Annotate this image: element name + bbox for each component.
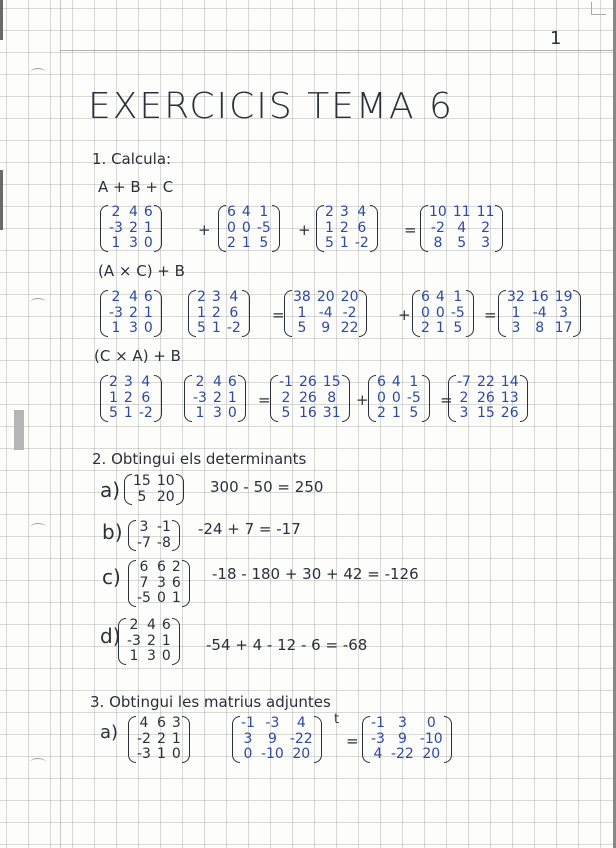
matrix-entry: 4 (212, 374, 222, 390)
matrix-entry: 26 (476, 389, 495, 406)
operator: + (356, 391, 369, 409)
operator: = (258, 391, 271, 409)
matrix-entry: 10 (429, 204, 447, 220)
matrix-entry: 1 (111, 320, 121, 337)
matrix-entry: 4 (229, 289, 239, 305)
matrix-entry: -7 (137, 534, 151, 551)
matrix-entry: 20 (292, 746, 311, 763)
matrix-entry: 1 (129, 648, 139, 665)
matrix-entry: 2 (128, 304, 138, 321)
margin-line (60, 0, 61, 848)
matrix-entry: 1 (227, 389, 237, 406)
matrix-entry: 3 (128, 320, 138, 337)
exercise2-a-label: a) (100, 478, 121, 502)
matrix-entry: 0 (435, 304, 445, 321)
exercise1-part3-label: (C × A) + B (94, 347, 181, 365)
matrix-entry: 3 (128, 235, 138, 252)
matrix-entry: 2 (339, 219, 349, 236)
exercise2-c-label: c) (102, 565, 121, 589)
matrix-entry: -3 (137, 746, 151, 763)
matrix-entry: 5 (137, 488, 147, 505)
matrix-entry: -2 (138, 405, 153, 422)
exercise2-d-result: -54 + 4 - 12 - 6 = -68 (206, 636, 368, 654)
operator: + (298, 221, 311, 239)
exercise2-d-label: d) (100, 624, 121, 648)
matrix-entry: -1 (371, 715, 385, 731)
matrix-entry: 2 (109, 374, 118, 390)
matrix-entry: 6 (139, 559, 149, 575)
matrix-entry: 6 (227, 374, 237, 390)
exercise1-part1-label: A + B + C (98, 178, 174, 196)
matrix-entry: 17 (554, 320, 573, 337)
matrix-entry: -3 (127, 632, 141, 649)
matrix-entry: 1 (161, 632, 171, 649)
matrix-1-3-5 (448, 375, 528, 422)
matrix-entry: 14 (500, 374, 519, 390)
matrix-1-1-3 (316, 205, 378, 252)
matrix-entry: 1 (453, 289, 463, 305)
matrix-entry: 4 (141, 374, 151, 390)
matrix-1-2-3 (284, 290, 367, 337)
matrix-entry: -2 (137, 730, 151, 747)
page-corner (591, 2, 606, 15)
matrix-entry: -3 (109, 219, 123, 236)
matrix-entry: 11 (452, 204, 471, 220)
matrix-entry: 15 (476, 405, 495, 422)
matrix-entry: 8 (535, 320, 545, 337)
matrix-entry: 1 (143, 304, 153, 321)
matrix-1-3-2 (184, 375, 246, 422)
matrix-entry: 13 (500, 389, 519, 406)
matrix-entry: 0 (161, 648, 171, 665)
matrix-entry: -8 (156, 534, 171, 551)
matrix-entry: -22 (390, 746, 414, 763)
matrix-entry: 3 (123, 374, 133, 390)
matrix-entry: 15 (133, 473, 151, 489)
matrix-entry: 5 (259, 235, 269, 252)
matrix-entry: 3 (339, 204, 349, 220)
matrix-entry: 0 (227, 405, 237, 422)
matrix-entry: 4 (128, 204, 138, 220)
matrix-entry: 10 (156, 473, 175, 489)
matrix-entry: 0 (143, 235, 153, 252)
matrix-entry: -4 (318, 304, 333, 321)
matrix-entry: 26 (298, 374, 317, 390)
matrix-entry: 5 (297, 320, 307, 337)
matrix-entry: 31 (322, 405, 341, 422)
matrix-entry: -2 (342, 304, 357, 321)
matrix-entry: 0 (391, 389, 401, 406)
matrix-entry: 3 (156, 574, 166, 591)
matrix-1-1-4 (420, 205, 503, 252)
matrix-entry: 6 (171, 574, 181, 591)
matrix-entry: 2 (281, 389, 291, 406)
matrix-1-3-3 (270, 375, 350, 422)
matrix-entry: 5 (457, 235, 467, 252)
matrix-entry: 2 (146, 632, 156, 649)
matrix-entry: 6 (143, 289, 153, 305)
matrix-entry: 3 (243, 730, 253, 747)
matrix-entry: 20 (316, 289, 335, 305)
exercise2-b-label: b) (102, 520, 123, 544)
matrix-entry: -22 (289, 730, 313, 747)
matrix-entry: 4 (391, 374, 401, 390)
matrix-entry: 6 (143, 204, 153, 220)
matrix-entry: 2 (111, 289, 121, 305)
matrix-entry: 16 (530, 289, 549, 305)
matrix-entry: 4 (457, 219, 467, 236)
matrix-entry: 3 (139, 519, 149, 535)
page-number: 1 (550, 28, 562, 49)
exercise1-heading: 1. Calcula: (92, 150, 172, 168)
matrix-entry: 1 (409, 374, 419, 390)
matrix-entry: 6 (357, 219, 367, 236)
punch-hole (30, 68, 46, 77)
matrix-entry: 0 (377, 389, 386, 406)
matrix-entry: 6 (156, 715, 166, 731)
matrix-entry: 2 (459, 389, 469, 406)
matrix-entry: 7 (139, 574, 149, 591)
matrix-entry: 2 (227, 235, 236, 252)
matrix-entry: 26 (500, 405, 519, 422)
matrix-entry: 1 (111, 235, 121, 252)
matrix-entry: 8 (433, 235, 443, 252)
determinant-matrix-a (124, 474, 184, 505)
determinant-matrix-b (128, 520, 180, 551)
matrix-entry: -5 (256, 219, 271, 236)
matrix-entry: 6 (377, 374, 386, 390)
matrix-entry: 1 (109, 389, 118, 406)
matrix-entry: 1 (197, 304, 206, 321)
exercise2-a-result: 300 - 50 = 250 (210, 478, 324, 496)
punch-hole (30, 298, 46, 307)
matrix-entry: 0 (426, 715, 436, 731)
matrix-entry: -10 (419, 730, 443, 747)
operator: = (440, 391, 453, 409)
matrix-entry: 0 (143, 320, 153, 337)
matrix-entry: 2 (377, 405, 386, 422)
matrix-entry: 3 (481, 235, 491, 252)
matrix-entry: 1 (241, 235, 251, 252)
matrix-entry: -2 (430, 219, 445, 236)
matrix-entry: 3 (211, 289, 221, 305)
operator: = (346, 732, 359, 750)
matrix-entry: 1 (297, 304, 307, 321)
matrix-entry: 1 (391, 405, 401, 422)
matrix-entry: 19 (554, 289, 573, 305)
matrix-entry: 22 (476, 374, 495, 390)
operator: = (404, 221, 417, 239)
matrix-entry: 1 (171, 590, 181, 607)
matrix-entry: -3 (265, 715, 280, 731)
matrix-entry: 9 (321, 320, 331, 337)
matrix-entry: 20 (422, 746, 441, 763)
matrix-entry: -2 (354, 235, 369, 252)
matrix-entry: 1 (325, 219, 334, 236)
matrix-1-2-5 (498, 290, 581, 337)
matrix-entry: 0 (243, 746, 253, 763)
matrix-entry: 5 (453, 320, 463, 337)
matrix-entry: 2 (481, 219, 491, 236)
matrix-entry: -1 (241, 715, 255, 731)
matrix-entry: 3 (397, 715, 407, 731)
matrix-entry: 3 (171, 715, 181, 731)
matrix-entry: 1 (211, 320, 221, 337)
matrix-entry: 8 (327, 389, 337, 406)
matrix-entry: 5 (409, 405, 419, 422)
matrix-entry: 1 (259, 204, 269, 220)
matrix-entry: 2 (129, 617, 139, 633)
matrix-entry: 1 (171, 730, 181, 747)
matrix-entry: 3 (511, 320, 521, 337)
matrix-entry: 4 (435, 289, 445, 305)
matrix-entry: 6 (421, 289, 430, 305)
matrix-entry: -7 (457, 374, 471, 390)
matrix-entry: 11 (476, 204, 495, 220)
matrix-entry: 3 (559, 304, 569, 321)
matrix-entry: 32 (507, 289, 525, 305)
matrix-entry: 4 (146, 617, 156, 633)
matrix-entry: 9 (267, 730, 277, 747)
matrix-entry: 2 (128, 219, 138, 236)
matrix-entry: 0 (241, 219, 251, 236)
exercise2-b-result: -24 + 7 = -17 (198, 520, 301, 538)
matrix-entry: 2 (211, 304, 221, 321)
scanner-stamp (14, 410, 24, 450)
matrix-entry: 6 (227, 204, 236, 220)
top-rule-line (60, 50, 616, 51)
operator: + (198, 221, 211, 239)
matrix-entry: -2 (226, 320, 241, 337)
matrix-entry: 9 (397, 730, 407, 747)
matrix-entry: 5 (325, 235, 334, 252)
operator: = (272, 306, 285, 324)
page-title: EXERCICIS TEMA 6 (88, 86, 454, 127)
matrix-1-2-1 (100, 290, 162, 337)
matrix-entry: 5 (109, 405, 118, 422)
matrix-entry: 4 (373, 746, 383, 763)
matrix-entry: 1 (435, 320, 445, 337)
matrix-entry: -3 (109, 304, 123, 321)
matrix-entry: 26 (298, 389, 317, 406)
exercise3-a-label: a) (100, 722, 119, 743)
exercise2-heading: 2. Obtingui els determinants (92, 450, 307, 468)
matrix-entry: 16 (298, 405, 317, 422)
adjoint-matrix-2 (232, 716, 322, 763)
determinant-matrix-d (118, 618, 180, 665)
matrix-entry: 4 (357, 204, 367, 220)
exercise3-heading: 3. Obtingui les matrius adjuntes (90, 693, 331, 711)
matrix-entry: 0 (421, 304, 430, 321)
matrix-entry: 4 (139, 715, 149, 731)
matrix-entry: 1 (123, 405, 133, 422)
matrix-entry: 3 (146, 648, 156, 665)
matrix-entry: 20 (340, 289, 359, 305)
matrix-entry: 2 (197, 289, 206, 305)
matrix-entry: 1 (339, 235, 349, 252)
matrix-entry: 2 (421, 320, 430, 337)
matrix-entry: 2 (212, 389, 222, 406)
matrix-entry: 3 (212, 405, 222, 422)
adjoint-matrix-3 (362, 716, 452, 763)
matrix-entry: 4 (241, 204, 251, 220)
exercise2-c-result: -18 - 180 + 30 + 42 = -126 (212, 565, 419, 583)
matrix-entry: -5 (406, 389, 421, 406)
matrix-entry: 1 (143, 219, 153, 236)
matrix-entry: 0 (227, 219, 236, 236)
binding-strip (0, 170, 3, 230)
matrix-entry: 5 (197, 320, 206, 337)
matrix-entry: 3 (459, 405, 469, 422)
matrix-1-1-2 (218, 205, 280, 252)
matrix-1-2-4 (412, 290, 474, 337)
matrix-entry: -10 (260, 746, 284, 763)
matrix-entry: -1 (156, 519, 171, 535)
matrix-1-1-1 (100, 205, 162, 252)
operator: = (484, 306, 497, 324)
matrix-entry: 2 (156, 730, 166, 747)
adjoint-matrix-1 (128, 716, 190, 763)
matrix-entry: 5 (281, 405, 291, 422)
determinant-matrix-c (128, 560, 190, 607)
matrix-entry: 22 (340, 320, 359, 337)
matrix-entry: 15 (322, 374, 341, 390)
matrix-entry: -1 (279, 374, 293, 390)
matrix-entry: 1 (511, 304, 521, 321)
binding-strip (0, 0, 3, 40)
matrix-entry: 0 (171, 746, 181, 763)
matrix-entry: -5 (137, 590, 151, 607)
matrix-entry: 1 (195, 405, 205, 422)
matrix-entry: 2 (171, 559, 181, 575)
matrix-entry: -3 (193, 389, 207, 406)
matrix-entry: 2 (111, 204, 121, 220)
matrix-entry: -5 (450, 304, 465, 321)
matrix-entry: 38 (293, 289, 311, 305)
operator: + (398, 306, 411, 324)
punch-hole (30, 758, 46, 767)
matrix-entry: 2 (123, 389, 133, 406)
transpose-mark: t (334, 712, 340, 727)
matrix-entry: 6 (229, 304, 239, 321)
matrix-entry: -3 (371, 730, 385, 747)
matrix-entry: 2 (195, 374, 205, 390)
matrix-entry: 2 (325, 204, 334, 220)
matrix-entry: 6 (141, 389, 151, 406)
matrix-entry: -4 (532, 304, 547, 321)
matrix-entry: 4 (128, 289, 138, 305)
matrix-entry: 6 (161, 617, 171, 633)
matrix-1-2-2 (188, 290, 250, 337)
matrix-1-3-4 (368, 375, 430, 422)
exercise1-part2-label: (A × C) + B (98, 262, 185, 280)
matrix-entry: 4 (296, 715, 306, 731)
punch-hole (30, 523, 46, 532)
matrix-entry: 6 (156, 559, 166, 575)
matrix-entry: 0 (156, 590, 166, 607)
matrix-entry: 20 (156, 488, 175, 505)
matrix-entry: 1 (156, 746, 166, 763)
matrix-1-3-1 (100, 375, 162, 422)
